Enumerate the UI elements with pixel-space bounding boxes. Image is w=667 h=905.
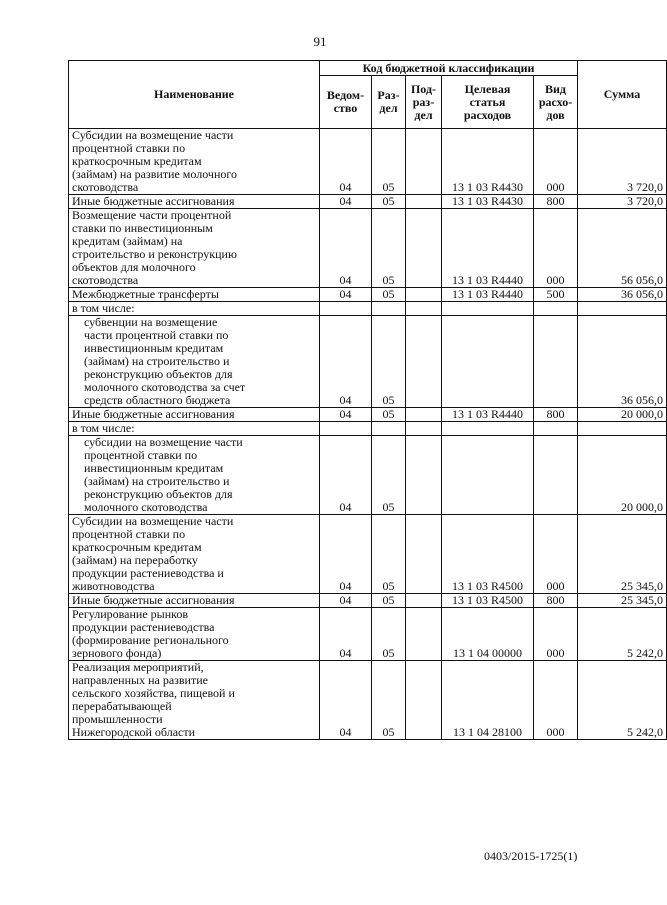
- cell-name-line: реконструкцию объектов для: [84, 367, 233, 381]
- cell-name-line: Реализация мероприятий,: [72, 660, 204, 674]
- cell-vedomstvo: 04: [320, 129, 372, 195]
- cell-name: [69, 316, 320, 408]
- table-body: [69, 129, 667, 740]
- cell-tselevaya: 13 1 03 R4500: [442, 594, 534, 608]
- cell-name-line: Межбюджетные трансферты: [72, 287, 219, 301]
- header-podrazdel: [406, 76, 442, 129]
- cell-name-line: скотоводства: [72, 180, 139, 194]
- cell-name: [69, 195, 320, 209]
- cell-name-line: (формирование регионального: [72, 633, 229, 647]
- cell-vid: 000: [534, 129, 578, 195]
- cell-razdel: 05: [372, 661, 406, 740]
- table-row: [69, 422, 667, 436]
- cell-vedomstvo: 04: [320, 594, 372, 608]
- table-row: [69, 209, 667, 288]
- cell-name-line: ставки по инвестиционным: [72, 221, 213, 235]
- cell-summa: 5 242,0: [578, 661, 667, 740]
- cell-name: [69, 515, 320, 594]
- cell-name-line: (займам) на строительство и: [84, 474, 230, 488]
- cell-tselevaya: 13 1 04 00000: [442, 608, 534, 661]
- cell-podrazdel: [406, 422, 442, 436]
- cell-razdel: [372, 302, 406, 316]
- cell-summa: 20 000,0: [578, 436, 667, 515]
- header-summa: Сумма: [578, 61, 667, 129]
- cell-name: [69, 302, 320, 316]
- cell-vedomstvo: 04: [320, 661, 372, 740]
- cell-summa: 36 056,0: [578, 316, 667, 408]
- cell-name: [69, 436, 320, 515]
- cell-razdel: 05: [372, 608, 406, 661]
- header-tselevaya-line: Целевая: [464, 81, 511, 96]
- header-razdel: [372, 76, 406, 129]
- cell-name-line: процентной ставки по: [72, 527, 186, 541]
- cell-name-line: краткосрочным кредитам: [72, 154, 202, 168]
- cell-name-line: Возмещение части процентной: [72, 208, 232, 222]
- cell-podrazdel: [406, 288, 442, 302]
- cell-name-line: субсидии на возмещение части: [84, 435, 243, 449]
- cell-razdel: 05: [372, 129, 406, 195]
- cell-name-line: субвенции на возмещение: [84, 315, 218, 329]
- cell-name-line: перерабатывающей: [72, 699, 172, 713]
- cell-name-line: направленных на развитие: [72, 673, 208, 687]
- cell-name-line: инвестиционным кредитам: [84, 461, 224, 475]
- cell-name: [69, 129, 320, 195]
- cell-name-line: процентной ставки по: [72, 141, 186, 155]
- cell-razdel: 05: [372, 408, 406, 422]
- cell-summa: [578, 422, 667, 436]
- cell-name: [69, 288, 320, 302]
- cell-name: [69, 408, 320, 422]
- cell-tselevaya: 13 1 03 R4430: [442, 129, 534, 195]
- cell-name-line: продукции растениеводства: [72, 620, 215, 634]
- table-row: [69, 594, 667, 608]
- header-vid-line: Вид: [545, 81, 567, 96]
- cell-summa: 25 345,0: [578, 594, 667, 608]
- cell-summa: 36 056,0: [578, 288, 667, 302]
- cell-vid: 000: [534, 661, 578, 740]
- header-vid: [534, 76, 578, 129]
- cell-name-line: (займам) на развитие молочного: [72, 167, 237, 181]
- cell-vid: 500: [534, 288, 578, 302]
- header-tselevaya-line: расходов: [463, 107, 512, 122]
- cell-name-line: в том числе:: [72, 421, 135, 435]
- table-row: [69, 608, 667, 661]
- table-row: [69, 408, 667, 422]
- cell-name: [69, 608, 320, 661]
- cell-vid: 000: [534, 608, 578, 661]
- table-row: [69, 661, 667, 740]
- header-podrazdel-line: Под-: [410, 81, 437, 96]
- cell-name-line: кредитам (займам) на: [72, 234, 183, 248]
- cell-podrazdel: [406, 302, 442, 316]
- cell-tselevaya: 13 1 04 28100: [442, 661, 534, 740]
- cell-tselevaya: 13 1 03 R4440: [442, 288, 534, 302]
- cell-vedomstvo: [320, 422, 372, 436]
- cell-podrazdel: [406, 195, 442, 209]
- cell-podrazdel: [406, 594, 442, 608]
- table-row: [69, 515, 667, 594]
- header-podrazdel-line: дел: [414, 107, 433, 122]
- cell-razdel: 05: [372, 515, 406, 594]
- header-vedomstvo: [320, 76, 372, 129]
- cell-name-line: Иные бюджетные ассигнования: [72, 593, 235, 607]
- cell-vedomstvo: 04: [320, 316, 372, 408]
- cell-razdel: 05: [372, 436, 406, 515]
- header-razdel-line: Раз-: [377, 88, 400, 102]
- header-razdel-line: дел: [379, 101, 398, 115]
- cell-summa: 5 242,0: [578, 608, 667, 661]
- header-vedomstvo-line: ство: [333, 101, 358, 115]
- header-vid-line: дов: [546, 107, 565, 122]
- cell-tselevaya: 13 1 03 R4500: [442, 515, 534, 594]
- cell-name-line: (займам) на переработку: [72, 553, 198, 567]
- cell-tselevaya: [442, 302, 534, 316]
- cell-name-line: молочного скотоводства за счет: [84, 380, 246, 394]
- cell-name-line: в том числе:: [72, 301, 135, 315]
- header-vedomstvo-line: Ведом-: [326, 88, 365, 102]
- cell-vedomstvo: 04: [320, 288, 372, 302]
- cell-podrazdel: [406, 209, 442, 288]
- table-row: [69, 316, 667, 408]
- cell-razdel: 05: [372, 594, 406, 608]
- page-number: 91: [313, 34, 327, 49]
- cell-tselevaya: [442, 422, 534, 436]
- cell-name-line: скотоводства: [72, 273, 139, 287]
- cell-name-line: части процентной ставки по: [84, 328, 229, 342]
- cell-vid: [534, 436, 578, 515]
- cell-vid: 800: [534, 594, 578, 608]
- cell-summa: 3 720,0: [578, 129, 667, 195]
- cell-podrazdel: [406, 408, 442, 422]
- cell-name-line: продукции растениеводства и: [72, 566, 224, 580]
- table-row: [69, 195, 667, 209]
- cell-name-line: Субсидии на возмещение части: [72, 514, 234, 528]
- cell-name-line: инвестиционным кредитам: [84, 341, 224, 355]
- cell-name-line: животноводства: [72, 579, 155, 593]
- cell-name: [69, 594, 320, 608]
- cell-summa: 56 056,0: [578, 209, 667, 288]
- cell-name-line: Иные бюджетные ассигнования: [72, 194, 235, 208]
- cell-vid: 000: [534, 209, 578, 288]
- cell-name-line: Нижегородской области: [72, 725, 196, 739]
- table-row: [69, 302, 667, 316]
- cell-razdel: 05: [372, 316, 406, 408]
- cell-name-line: молочного скотоводства: [84, 500, 208, 514]
- cell-name-line: сельского хозяйства, пищевой и: [72, 686, 235, 700]
- cell-summa: 20 000,0: [578, 408, 667, 422]
- cell-tselevaya: 13 1 03 R4440: [442, 408, 534, 422]
- table-row: [69, 288, 667, 302]
- cell-name: [69, 209, 320, 288]
- cell-tselevaya: [442, 436, 534, 515]
- budget-table: [68, 60, 667, 740]
- cell-name-line: (займам) на строительство и: [84, 354, 230, 368]
- cell-name-line: зернового фонда): [72, 646, 162, 660]
- header-tselevaya-line: статья: [469, 94, 506, 109]
- cell-vedomstvo: 04: [320, 515, 372, 594]
- cell-name-line: Регулирование рынков: [72, 607, 189, 621]
- cell-name-line: Субсидии на возмещение части: [72, 128, 234, 142]
- cell-summa: 25 345,0: [578, 515, 667, 594]
- header-podrazdel-line: раз-: [412, 94, 435, 109]
- cell-name-line: реконструкцию объектов для: [84, 487, 233, 501]
- cell-vid: [534, 302, 578, 316]
- cell-podrazdel: [406, 436, 442, 515]
- cell-podrazdel: [406, 661, 442, 740]
- cell-vedomstvo: 04: [320, 608, 372, 661]
- cell-name: [69, 661, 320, 740]
- header-vid-line: расхо-: [538, 94, 573, 109]
- cell-razdel: 05: [372, 195, 406, 209]
- cell-name-line: строительство и реконструкцию: [72, 247, 237, 261]
- cell-name-line: процентной ставки по: [84, 448, 198, 462]
- table-row: [69, 129, 667, 195]
- cell-vedomstvo: 04: [320, 436, 372, 515]
- cell-tselevaya: [442, 316, 534, 408]
- cell-summa: 3 720,0: [578, 195, 667, 209]
- cell-tselevaya: 13 1 03 R4440: [442, 209, 534, 288]
- cell-vid: 000: [534, 515, 578, 594]
- table-header: [69, 61, 667, 129]
- header-name: Наименование: [69, 61, 320, 129]
- cell-tselevaya: 13 1 03 R4430: [442, 195, 534, 209]
- cell-summa: [578, 302, 667, 316]
- cell-vid: 800: [534, 408, 578, 422]
- table-row: [69, 436, 667, 515]
- cell-vedomstvo: 04: [320, 408, 372, 422]
- cell-podrazdel: [406, 515, 442, 594]
- cell-razdel: [372, 422, 406, 436]
- cell-vedomstvo: 04: [320, 195, 372, 209]
- cell-name-line: краткосрочным кредитам: [72, 540, 202, 554]
- cell-vid: 800: [534, 195, 578, 209]
- cell-vedomstvo: 04: [320, 209, 372, 288]
- header-tselevaya: [442, 76, 534, 129]
- cell-name-line: Иные бюджетные ассигнования: [72, 407, 235, 421]
- cell-podrazdel: [406, 316, 442, 408]
- cell-razdel: 05: [372, 209, 406, 288]
- cell-vid: [534, 422, 578, 436]
- cell-vedomstvo: [320, 302, 372, 316]
- cell-name-line: объектов для молочного: [72, 260, 196, 274]
- cell-vid: [534, 316, 578, 408]
- cell-razdel: 05: [372, 288, 406, 302]
- header-kbk: Код бюджетной классификации: [320, 61, 578, 76]
- document-code: 0403/2015-1725(1): [484, 849, 578, 863]
- cell-name-line: средств областного бюджета: [84, 393, 231, 407]
- cell-podrazdel: [406, 129, 442, 195]
- cell-name: [69, 422, 320, 436]
- cell-podrazdel: [406, 608, 442, 661]
- cell-name-line: промышленности: [72, 712, 163, 726]
